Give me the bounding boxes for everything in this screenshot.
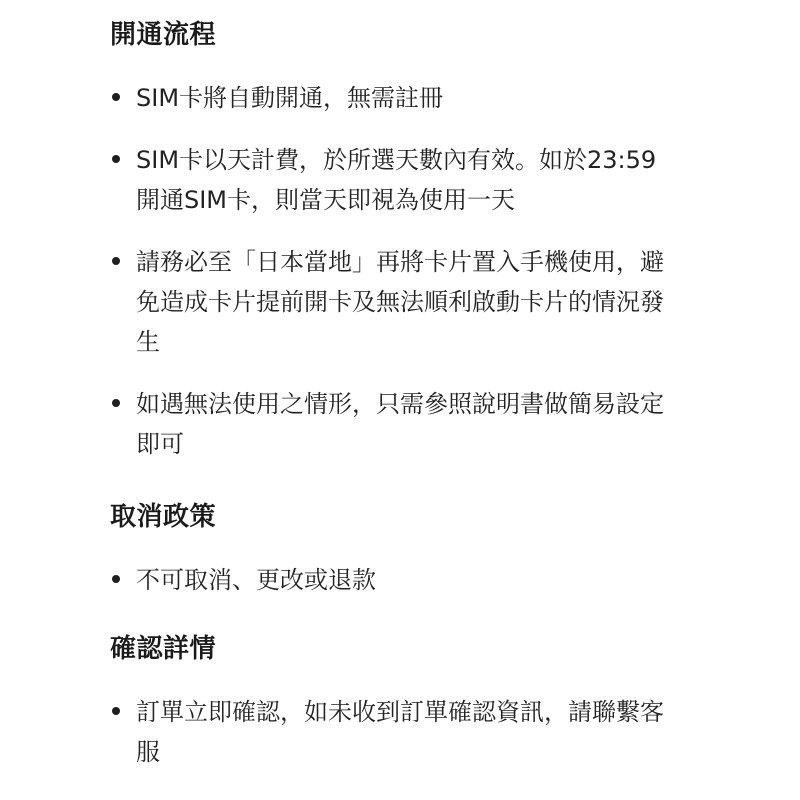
list-item-text: 訂單立即確認，如未收到訂單確認資訊，請聯繫客服 xyxy=(136,698,664,766)
cancellation-list xyxy=(110,560,680,600)
list-item xyxy=(110,242,680,362)
bullet-icon xyxy=(112,575,120,583)
list-item xyxy=(110,78,680,118)
confirmation-list xyxy=(110,692,680,772)
section-title-confirmation: 確認詳情 xyxy=(110,634,217,664)
bullet-icon xyxy=(112,155,120,163)
bullet-icon xyxy=(112,257,120,265)
list-item xyxy=(110,560,680,600)
section-title-activation: 開通流程 xyxy=(110,20,217,50)
bullet-icon xyxy=(112,399,120,407)
list-item xyxy=(110,384,680,464)
list-item xyxy=(110,140,680,220)
list-item-text: 不可取消、更改或退款 xyxy=(136,566,376,594)
list-item-text: SIM卡將自動開通，無需註冊 xyxy=(136,84,444,112)
list-item xyxy=(110,692,680,772)
bullet-icon xyxy=(112,93,120,101)
list-item-text: 如遇無法使用之情形，只需參照說明書做簡易設定即可 xyxy=(136,390,664,458)
activation-list xyxy=(110,78,680,464)
bullet-icon xyxy=(112,707,120,715)
list-item-text: SIM卡以天計費，於所選天數內有效。如於23:59開通SIM卡，則當天即視為使用一天 xyxy=(136,146,657,214)
section-title-cancellation: 取消政策 xyxy=(110,502,217,532)
list-item-text: 請務必至「日本當地」再將卡片置入手機使用，避免造成卡片提前開卡及無法順利啟動卡片的情況發生 xyxy=(136,248,664,356)
